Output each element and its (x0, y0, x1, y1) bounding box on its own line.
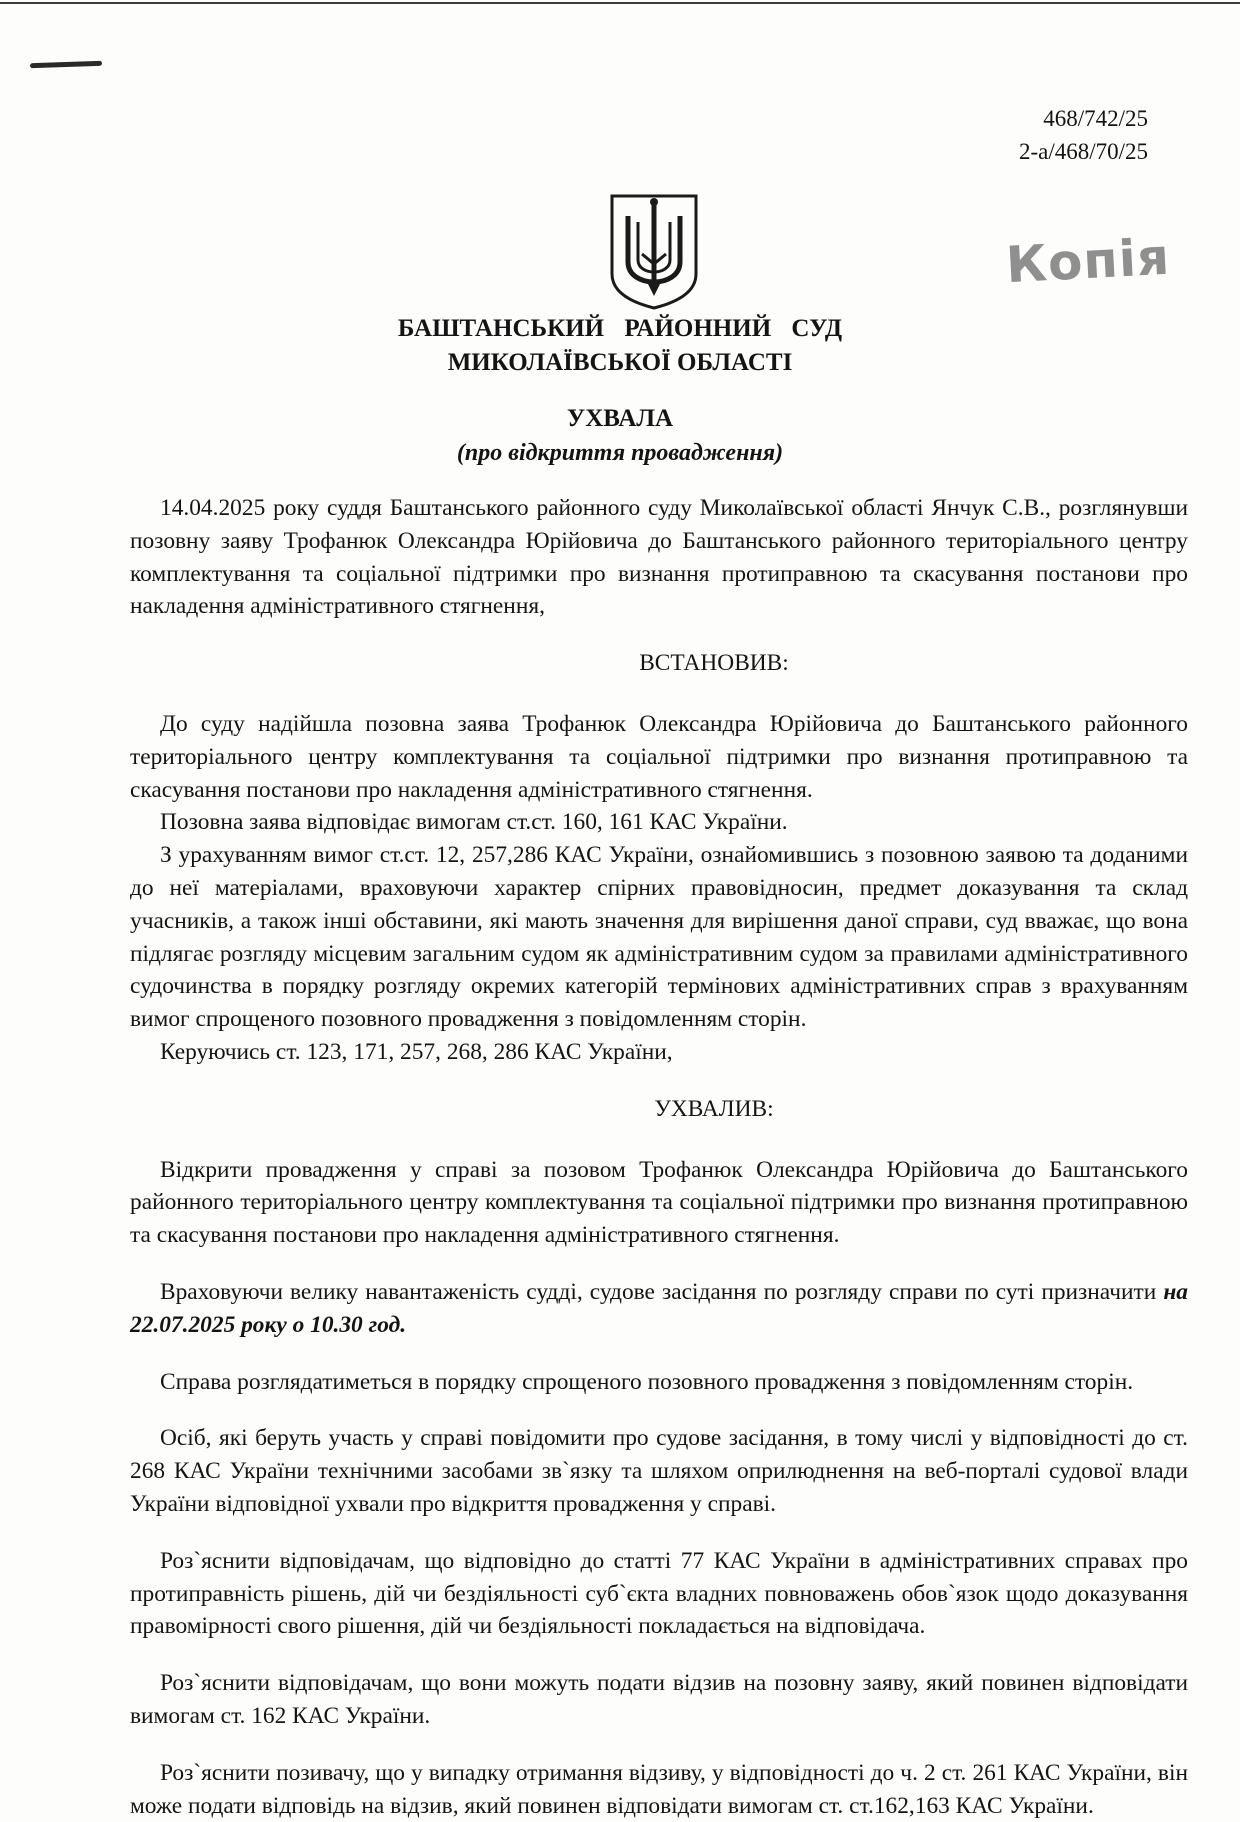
case-number-1: 468/742/25 (1043, 106, 1148, 131)
ruled-paragraph-5: Роз`яснити відповідачам, що відповідно до статті 77 КАС України в адміністративних справах про протиправність рішень, дій чи бездіяльності суб`єкта владних повноважень обов`язок щодо доказування правомірності свого рішення, дій чи бездіяльності покладається на відповідача. (130, 1547, 1188, 1640)
ruled-paragraph-1: Відкрити провадження у справі за позовом Трофанюк Олександра Юрійовича до Баштанського районного територіального центру комплектування та соціальної підтримки про визнання протиправною та скасування постанови про накладення адміністративного стягнення. (130, 1156, 1188, 1249)
scan-top-edge (0, 2, 1240, 4)
court-name-line-2: МИКОЛАЇВСЬКОЇ ОБЛАСТІ (447, 349, 793, 376)
document-body (130, 492, 1188, 1822)
ruled-paragraph-6: Роз`яснити відповідачам, що вони можуть подати відзив на позовну заяву, який повинен відповідати вимогам ст. 162 КАС України. (130, 1670, 1188, 1729)
document-type: УХВАЛА (566, 405, 674, 432)
ruled-paragraph-2 (130, 1276, 1188, 1342)
document-subtitle: (про відкриття провадження) (456, 440, 784, 466)
coat-of-arms-icon (608, 192, 700, 310)
pen-mark (30, 61, 102, 69)
case-numbers (1019, 102, 1148, 168)
established-paragraph-3: З урахуванням вимог ст.ст. 12, 257,286 КАС України, ознайомившись з позовною заявою та доданими до неї матеріалами, враховуючи характер спірних правовідносин, предмет доказування та склад учасників, а також інші обставини, які мають значення для вирішення даної справи, суд вважає, що вона підлягає розгляду місцевим загальним судом як адміністративним судом за правилами адміністративного судочинства в порядку розгляду окремих категорій термінових адміністративних справ з врахуванням вимог спрощеного позовного провадження з повідомленням сторін. (130, 842, 1188, 1033)
ruled-paragraph-7: Роз`яснити позивачу, що у випадку отримання відзиву, у відповідності до ч. 2 ст. 261 КАС України, він може подати відповідь на відзив, який повинен відповідати вимогам ст. ст.162,163 КАС України. (130, 1759, 1188, 1819)
court-name-line-1: БАШТАНСЬКИЙ РАЙОННИЙ СУД (397, 315, 843, 342)
ruled-heading: УХВАЛИВ: (654, 1095, 774, 1122)
established-heading: ВСТАНОВИВ: (639, 650, 789, 677)
copy-stamp: Копія (1004, 227, 1172, 295)
established-paragraph-4: Керуючись ст. 123, 171, 257, 268, 286 КАС України, (160, 1038, 673, 1065)
case-number-2: 2-а/468/70/25 (1018, 139, 1148, 164)
court-name (0, 312, 1240, 380)
ruled-paragraph-3: Справа розглядатиметься в порядку спрощеного позовного провадження з повідомленням сторін. (160, 1368, 1134, 1395)
established-paragraph-2: Позовна заява відповідає вимогам ст.ст. 160, 161 КАС України. (160, 809, 788, 836)
hearing-date: на 22.07.2025 року о 10.30 год. (130, 1278, 1188, 1338)
intro-paragraph: 14.04.2025 року суддя Баштанського районного суду Миколаївської області Янчук С.В., розглянувши позовну заяву Трофанюк Олександра Юрійовича до Баштанського районного територіального центру комплектування та соціальної підтримки про визнання протиправною та скасування постанови про накладення адміністративного стягнення, (130, 495, 1188, 620)
hearing-text: Враховуючи велику навантаженість судді, судове засідання по розгляду справи по суті призначити (160, 1278, 1164, 1305)
established-paragraph-1: До суду надійшла позовна заява Трофанюк Олександра Юрійовича до Баштанського районного територіального центру комплектування та соціальної підтримки про визнання протиправною та скасування постанови про накладення адміністративного стягнення. (130, 710, 1188, 803)
ruled-paragraph-4: Осіб, які беруть участь у справі повідомити про судове засідання, в тому числі у відповідності до ст. 268 КАС України технічними засобами зв`язку та шляхом оприлюднення на веб-порталі судової влади України відповідної ухвали про відкриття провадження у справі. (130, 1425, 1188, 1517)
